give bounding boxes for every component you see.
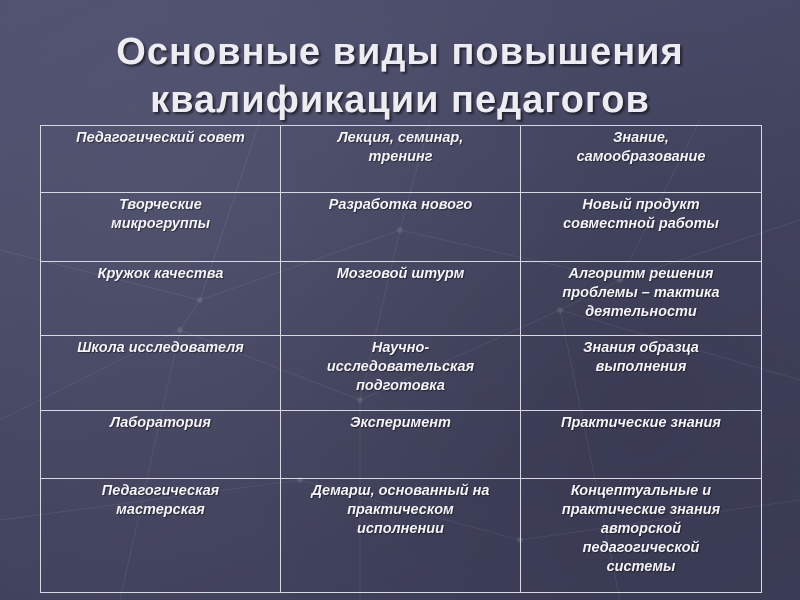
cell-text: Творческие микрогруппы (110, 197, 211, 232)
table-cell (41, 193, 281, 262)
table-row (41, 411, 762, 479)
cell-text: Лекция, семинар, тренинг (337, 130, 464, 165)
table-cell (521, 262, 762, 336)
table-cell (521, 336, 762, 411)
table-cell (41, 336, 281, 411)
table-cell (521, 193, 762, 262)
cell-text: Концептуальные и практические знания авторской педагогической системы (561, 483, 721, 575)
cell-text: Алгоритм решения проблемы – тактика деятельности (562, 266, 720, 320)
table-row (41, 479, 762, 593)
table-cell (521, 411, 762, 479)
cell-text: Знание, самообразование (576, 130, 706, 165)
table-cell (281, 193, 521, 262)
qualification-table (40, 125, 762, 593)
table-row (41, 193, 762, 262)
cell-text: Педагогический совет (76, 130, 245, 146)
cell-text: Школа исследователя (77, 340, 244, 356)
table-cell (41, 126, 281, 193)
cell-text: Эксперимент (350, 415, 451, 431)
cell-text: Новый продукт совместной работы (563, 197, 719, 232)
cell-text: Педагогическая мастерская (101, 483, 220, 518)
table-cell (521, 126, 762, 193)
table-cell (281, 411, 521, 479)
table-cell (41, 411, 281, 479)
cell-text: Кружок качества (97, 266, 224, 282)
page-title (0, 28, 800, 124)
cell-text: Практические знания (561, 415, 721, 431)
table-cell (281, 262, 521, 336)
title-line-1: Основные виды повышения (116, 31, 684, 73)
cell-text: Лаборатория (110, 415, 211, 431)
table-row (41, 126, 762, 193)
table-row (41, 336, 762, 411)
table-row (41, 262, 762, 336)
cell-text: Разработка нового (328, 197, 473, 213)
table-cell (521, 479, 762, 593)
table-cell (281, 336, 521, 411)
table-cell (281, 479, 521, 593)
table-cell (281, 126, 521, 193)
table-cell (41, 479, 281, 593)
table-cell (41, 262, 281, 336)
cell-text: Мозговой штурм (336, 266, 465, 282)
title-line-2: квалификации педагогов (150, 79, 650, 121)
cell-text: Научно- исследовательская подготовка (326, 340, 475, 394)
cell-text: Знания образца выполнения (583, 340, 699, 375)
cell-text: Демарш, основанный на практическом исполнении (311, 483, 490, 537)
